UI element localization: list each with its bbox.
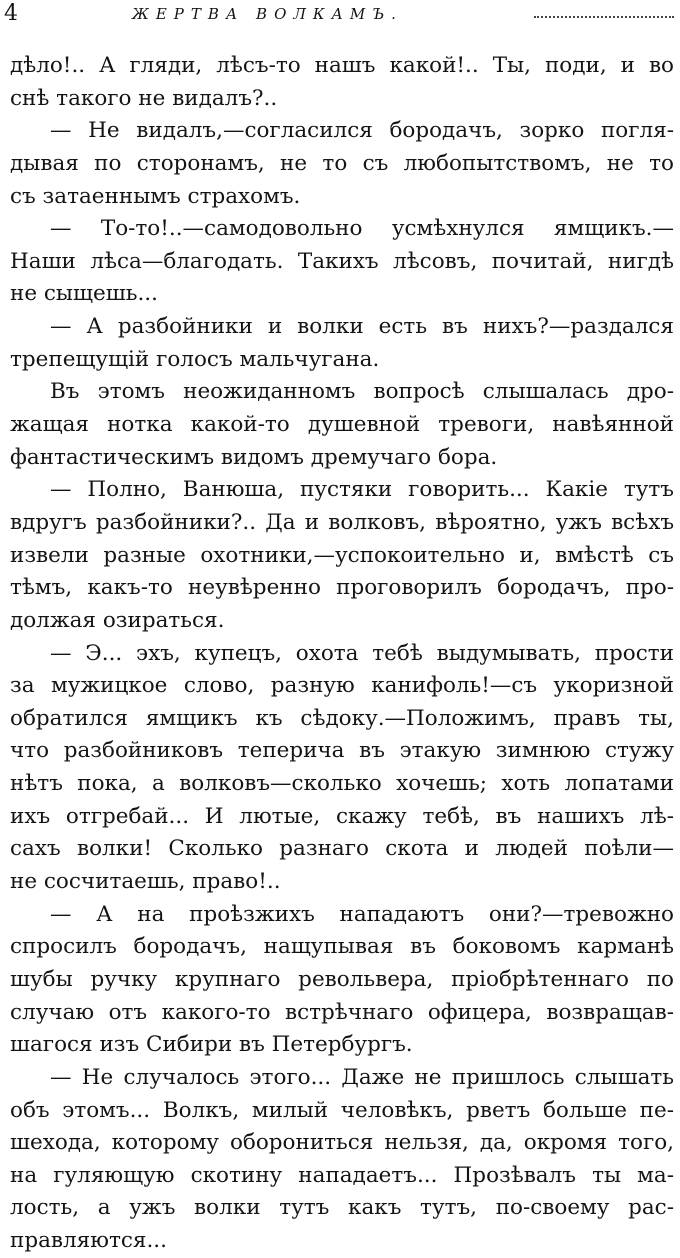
text-line: тѣмъ, какъ-то неувѣренно проговорилъ бородачъ, про- bbox=[10, 575, 674, 601]
text-line: — То-то!..—самодовольно усмѣхнулся ямщикъ.— bbox=[50, 216, 674, 242]
text-line: дывая по сторонамъ, не то съ любопытствомъ, не то bbox=[10, 150, 674, 176]
page-number: 4 bbox=[4, 1, 18, 26]
text-line: объ этомъ... Волкъ, милый человѣкъ, рветъ больше пе- bbox=[10, 1097, 674, 1123]
text-line: дѣло!.. А гляди, лѣсъ-то нашъ какой!.. Ты, поди, и во bbox=[10, 53, 674, 78]
text-line: — А на проѣзжихъ нападаютъ они?—тревожно bbox=[50, 901, 674, 927]
text-line: не сосчитаешь, право!.. bbox=[10, 869, 281, 895]
text-line: должая озираться. bbox=[10, 607, 225, 633]
text-line: — Э... эхъ, купецъ, охота тебѣ выдумывать, прости bbox=[50, 640, 674, 666]
text-line: жащая нотка какой-то душевной тревоги, навѣянной bbox=[10, 412, 674, 438]
text-line: фантастическимъ видомъ дремучаго бора. bbox=[10, 444, 498, 470]
text-line: трепещущій голосъ мальчугана. bbox=[10, 346, 380, 372]
body-text bbox=[10, 50, 674, 1258]
text-line: — Не видалъ,—согласился бородачъ, зорко погля- bbox=[50, 118, 674, 144]
text-line: за мужицкое слово, разную канифоль!—съ укоризной bbox=[10, 673, 674, 699]
text-line: обратился ямщикъ къ сѣдоку.—Положимъ, правъ ты, bbox=[10, 705, 674, 731]
text-line: — Не случалось этого... Даже не пришлось слышать bbox=[50, 1064, 674, 1090]
text-line: Въ этомъ неожиданномъ вопросѣ слышалась дро- bbox=[50, 379, 674, 405]
text-line: что разбойниковъ теперича въ этакую зимнюю стужу bbox=[10, 738, 674, 764]
text-line: извели разные охотники,—успокоительно и, вмѣстѣ съ bbox=[10, 542, 674, 568]
text-line: сахъ волки! Сколько разнаго скота и людей поѣли— bbox=[10, 836, 674, 862]
text-line: шубы ручку крупнаго револьвера, пріобрѣтеннаго по bbox=[10, 966, 674, 992]
text-line: лость, а ужъ волки тутъ какъ тутъ, по-своему рас- bbox=[10, 1195, 674, 1221]
page-header bbox=[0, 2, 680, 32]
text-line: Наши лѣса—благодать. Такихъ лѣсовъ, почитай, нигдѣ bbox=[10, 248, 674, 274]
text-line: вдругъ разбойники?.. Да и волковъ, вѣроятно, ужъ всѣхъ bbox=[10, 509, 674, 535]
text-line: снѣ такого не видалъ?.. bbox=[10, 85, 278, 111]
text-line: съ затаеннымъ страхомъ. bbox=[10, 183, 301, 209]
text-line: не сыщешь... bbox=[10, 281, 158, 307]
text-line: шагося изъ Сибири въ Петербургъ. bbox=[10, 1032, 413, 1058]
header-ornament-rule bbox=[534, 16, 674, 20]
text-line: спросилъ бородачъ, нащупывая въ боковомъ карманѣ bbox=[10, 934, 674, 960]
text-line: ихъ отгребай... И лютые, скажу тебѣ, въ нашихъ лѣ- bbox=[10, 803, 674, 829]
text-line: на гуляющую скотину нападаетъ... Прозѣвалъ ты ма- bbox=[10, 1162, 674, 1188]
running-title: ЖЕРТВА ВОЛКАМЪ. bbox=[132, 5, 403, 23]
text-line: — А разбойники и волки есть въ нихъ?—раздался bbox=[50, 314, 674, 340]
text-line: шехода, которому оборониться нельзя, да, окромя того, bbox=[10, 1130, 674, 1156]
text-line: случаю отъ какого-то встрѣчнаго офицера, возвращав- bbox=[10, 999, 674, 1025]
text-line: правляются... bbox=[10, 1228, 167, 1254]
text-line: — Полно, Ванюша, пустяки говорить... Какіе тутъ bbox=[50, 477, 674, 503]
text-line: нѣтъ пока, а волковъ—сколько хочешь; хоть лопатами bbox=[10, 771, 674, 797]
